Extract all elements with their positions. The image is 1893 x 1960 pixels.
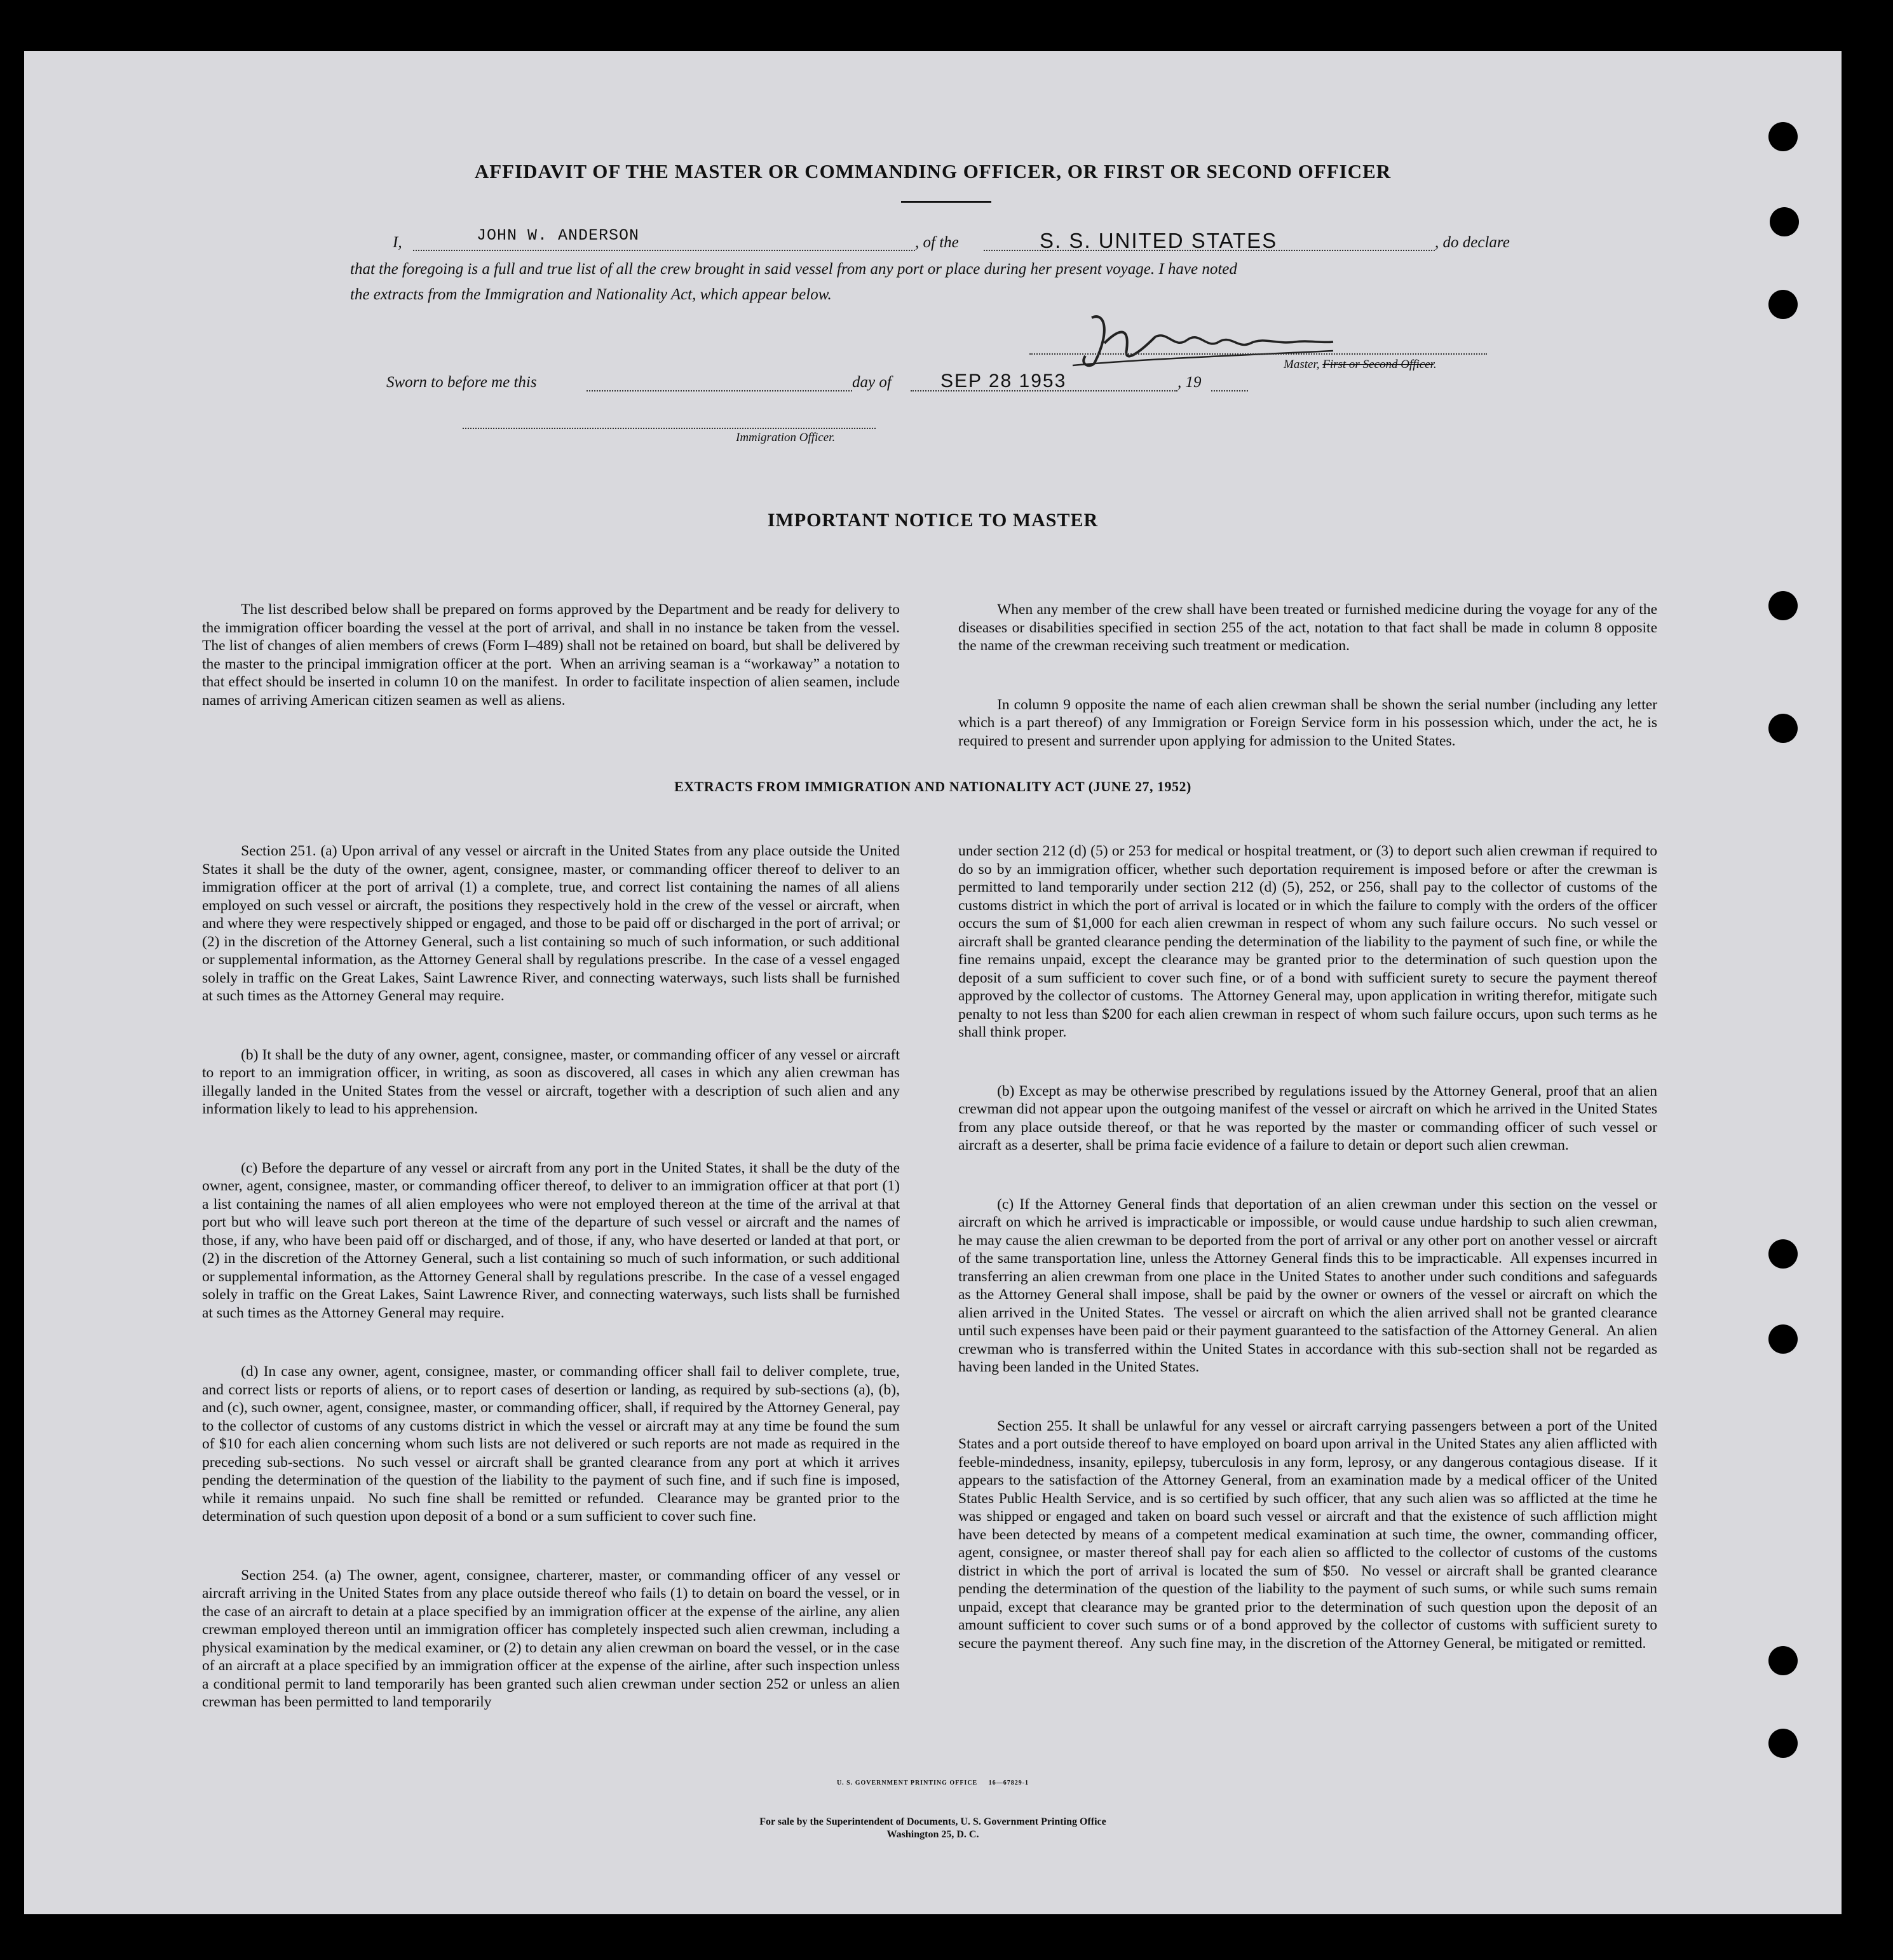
vessel-name: S. S. UNITED STATES [1040, 229, 1278, 252]
extracts-left-column [202, 806, 904, 1752]
officer-label: Immigration Officer. [736, 431, 836, 444]
of-the-label: , of the [915, 234, 959, 251]
section-254c: (c) If the Attorney General finds that deportation of an alien crewman under this section on the vessel or aircraft on which he arrived is impracticable or impossible, or would cause undue hardship to such alien crewman, he may cause the alien crewman to be deported from the port of arrival or any other port on another vessel or aircraft of the same transportation line, unless the Attorney General finds this to be impracticable. All expenses incurred in transferring an alien crewman from one place in the United States to another under such conditions and safeguards as the Attorney General shall impose, shall be paid by the owner or owners of the vessel or aircraft on which the alien arrived in the United States. The vessel or aircraft on which the alien arrived shall not be granted clearance until such expenses have been paid or their payment guaranteed to the satisfaction of the Attorney General. An alien crewman who is transferred within the United States in accordance with this sub-section shall not be regarded as having been landed in the United States. [958, 1195, 1661, 1375]
signature-line [1029, 353, 1487, 355]
day-of-label: day of [852, 374, 892, 391]
notice-title: IMPORTANT NOTICE TO MASTER [767, 510, 1099, 531]
section-251b: (b) It shall be the duty of any owner, agent, consignee, master, or commanding officer of any vessel or aircraft to report to an immigration officer, in writing, as soon as discovered, all cases in which any alien crewman has illegally landed in the United States from the vessel or aircraft, together with a description of such alien and any information likely to lead to his apprehension. [202, 1046, 904, 1117]
section-251d: (d) In case any owner, agent, consignee, master, or commanding officer shall fail to deliver complete, true, and correct lists or reports of aliens, or to report cases of desertion or landing, as required by sub-sections (a), (b), and (c), such owner, agent, consignee, master, or commanding officer, shall, if required by the Attorney General, pay to the collector of customs of any customs district in which the vessel or aircraft may at any time be found the sum of $10 for each alien concerning whom such lists are not delivered or such reports are not made as required in the preceding sub-sections. No such vessel or aircraft shall be granted clearance from any port at which it arrives pending the determination of the question of the liability to the payment of such fine, and if such fine is imposed, while it remains unpaid. No such fine shall be remitted or refunded. Clearance may be granted prior to the determination of such question upon deposit of a bond or a sum sufficient to cover such fine. [202, 1363, 904, 1525]
affidavit-title: AFFIDAVIT OF THE MASTER OR COMMANDING OFFICER, OR FIRST OR SECOND OFFICER [474, 160, 1392, 182]
i-label: I, [393, 234, 402, 251]
affidavit-line-2: that the foregoing is a full and true list of all the crew brought in said vessel from any port or place during her present voyage. I have noted [350, 261, 1237, 278]
sale-note-2: Washington 25, D. C. [886, 1829, 979, 1840]
sworn-day-line [587, 390, 852, 391]
form-page [24, 51, 1842, 1914]
punch-hole [1768, 714, 1798, 743]
notice-right-column [958, 564, 1661, 791]
master-label [1284, 358, 1437, 372]
sale-note-1: For sale by the Superintendent of Documents, U. S. Government Printing Office [759, 1816, 1106, 1827]
section-254b: (b) Except as may be otherwise prescribed by regulations issued by the Attorney General, proof that an alien crewman did not appear upon the outgoing manifest of the vessel or aircraft on which he arrived in the United States from any place outside thereof, or that he was reported by the master or commanding officer of such vessel or aircraft as a deserter, shall be prima facie evidence of a failure to detain or deport such alien crewman. [958, 1082, 1661, 1154]
punch-hole [1770, 207, 1799, 236]
extracts-right-column [958, 806, 1661, 1693]
master-period: . [1433, 358, 1437, 371]
section-254a-continued: under section 212 (d) (5) or 253 for medical or hospital treatment, or (3) to deport such alien crewman if required to do so by an immigration officer, whether such deportation requirement is imposed before or after the crewman is permitted to land temporarily under section 212 (d) (5), 252, or 256, shall pay to the collector of customs of the customs district in which the port of arrival is located or in which the failure to comply with the orders of the officer occurs the sum of $1,000 for each alien crewman in respect of whom any such failure occurs. No such vessel or aircraft shall be granted clearance pending the determination of the liability to the payment of such fine, or while the fine remains unpaid, except the clearance may be granted prior to the determination of such question upon the deposit of a sum sufficient to cover such fine, or of a bond with sufficient surety to secure the payment thereof approved by the collector of customs. The Attorney General may, upon application in writing therefor, mitigate such penalty to not less than $200 for each alien crewman in respect of whom such failure occurs, upon such terms as he shall think proper. [958, 843, 1661, 1040]
punch-hole [1768, 1646, 1798, 1675]
notice-right-paragraph-1: When any member of the crew shall have been treated or furnished medicine during the voyage for any of the diseases or disabilities specified in section 255 of the act, notation to that fact shall be made in column 8 opposite the name of the crewman receiving such treatment or medication. [958, 601, 1661, 654]
comma-19-label: , 19 [1177, 374, 1202, 391]
do-declare-label: , do declare [1435, 234, 1510, 251]
master-name: JOHN W. ANDERSON [477, 226, 640, 245]
master-text: Master, [1284, 358, 1320, 371]
punch-hole [1768, 591, 1798, 620]
punch-hole [1768, 1239, 1798, 1269]
affidavit-line-3: the extracts from the Immigration and Nationality Act, which appear below. [350, 286, 832, 303]
punch-hole [1768, 1729, 1798, 1758]
section-255: Section 255. It shall be unlawful for any vessel or aircraft carrying passengers between a port of the United States and a port outside thereof to have employed on board upon arrival in the United States any alien afflicted with feeble-mindedness, insanity, epilepsy, tuberculosis in any form, leprosy, or any dangerous contagious disease. If it appears to the satisfaction of the Attorney General, from an examination made by a medical officer of the United States Public Health Service, and is so certified by such officer, that any such alien was so afflicted at the time he was shipped or engaged and taken on board such vessel or aircraft and that the existence of such affliction might have been detected by means of a competent medical examination at such time, the owner, commanding officer, agent, consignee, or master thereof shall pay for each alien so afflicted to the collector of customs of the customs district in which the port of arrival is located the sum of $50. No vessel or aircraft shall be granted clearance pending the determination of the question of the liability to the payment of such sums, or while such sums remain unpaid, except that clearance may be granted prior to the determination of such question upon the deposit of an amount sufficient to cover such sums or of a bond approved by the collector of customs with sufficient surety to secure the payment thereof. Any such fine may, in the discretion of the Attorney General, be mitigated or remitted. [958, 1417, 1661, 1652]
notice-right-paragraph-2: In column 9 opposite the name of each alien crewman shall be shown the serial number (including any letter which is a part thereof) of any Immigration or Foreign Service form in his possession which, under the act, he is required to present and surrender upon applying for admission to the United States. [958, 696, 1661, 749]
section-251c: (c) Before the departure of any vessel or aircraft from any port in the United States, it shall be the duty of the owner, agent, consignee, master, or commanding officer thereof, to deliver to an immigration officer at that port (1) a list containing the names of all alien employees who were not employed thereon at the time of the arrival at that port but who will leave such port thereon at the time of the departure of such vessel or aircraft and the names of those, if any, who have been paid off or discharged, and of those, if any, who have deserted or landed at that port, or (2) in the discretion of the Attorney General, such a list containing so much of such information, or such additional or supplemental information, as the Attorney General shall by regulations prescribe. In the case of a vessel engaged solely in traffic on the Great Lakes, Saint Lawrence River, and connecting waterways, such lists shall be furnished at such times as the Attorney General may require. [202, 1159, 904, 1321]
section-251a: Section 251. (a) Upon arrival of any vessel or aircraft in the United States from any place outside the United States it shall be the duty of the owner, agent, consignee, master, or commanding officer thereof to deliver to an immigration officer at the port of arrival (1) a complete, true, and correct list containing the names of all aliens employed on such vessel or aircraft, the positions they respectively hold in the crew of the vessel or aircraft, when and where they were respectively shipped or engaged, and those to be paid off or discharged in the port of arrival; or (2) in the discretion of the Attorney General, such a list containing so much of such information, or such additional or supplemental information, as the Attorney General shall by regulations prescribe. In the case of a vessel engaged solely in traffic on the Great Lakes, Saint Lawrence River, and connecting waterways, such lists shall be furnished at such times as the Attorney General may require. [202, 843, 904, 1004]
notice-left-paragraph: The list described below shall be prepared on forms approved by the Department and be ready for delivery to the immigration officer boarding the vessel at the port of arrival, and shall in no instance be taken from the vessel. The list of changes of alien members of crews (Form I–489) shall not be retained on board, but shall be delivered by the master to the principal immigration officer at the port. When an arriving seaman is a “workaway” a notation to that effect should be inserted in column 10 on the manifest. In order to facilitate inspection of alien seamen, include names of arriving American citizen seamen as well as aliens. [202, 601, 907, 709]
gpo-imprint: U. S. GOVERNMENT PRINTING OFFICE 16—67829-1 [836, 1780, 1029, 1786]
punch-hole [1768, 1324, 1798, 1354]
sworn-label: Sworn to before me this [386, 374, 537, 391]
struck-officer-text: First or Second Officer [1322, 358, 1434, 371]
section-254a: Section 254. (a) The owner, agent, consignee, charterer, master, or commanding officer of any vessel or aircraft arriving in the United States from any place outside thereof who fails (1) to detain on board the vessel, or in the case of an aircraft to detain at a place specified by an immigration officer at the expense of the airline, any alien crewman employed thereon until an immigration officer has completely inspected such alien crewman, including a physical examination by the medical examiner, or (2) to detain any alien crewman on board the vessel, or in the case of an aircraft at a place specified by an immigration officer at the expense of the airline, after such inspection unless a conditional permit to land temporarily has been granted such alien crewman under section 252 or unless an alien crewman has been permitted to land temporarily [202, 1567, 904, 1710]
notice-left-column [202, 564, 907, 750]
title-rule [901, 201, 991, 203]
officer-line [463, 428, 876, 429]
punch-hole [1768, 290, 1798, 319]
date-stamp: SEP 28 1953 [940, 371, 1067, 391]
extracts-title: EXTRACTS FROM IMMIGRATION AND NATIONALITY ACT (JUNE 27, 1952) [674, 779, 1191, 794]
year-line [1211, 390, 1248, 391]
name-line [413, 250, 915, 251]
punch-hole [1768, 122, 1798, 151]
